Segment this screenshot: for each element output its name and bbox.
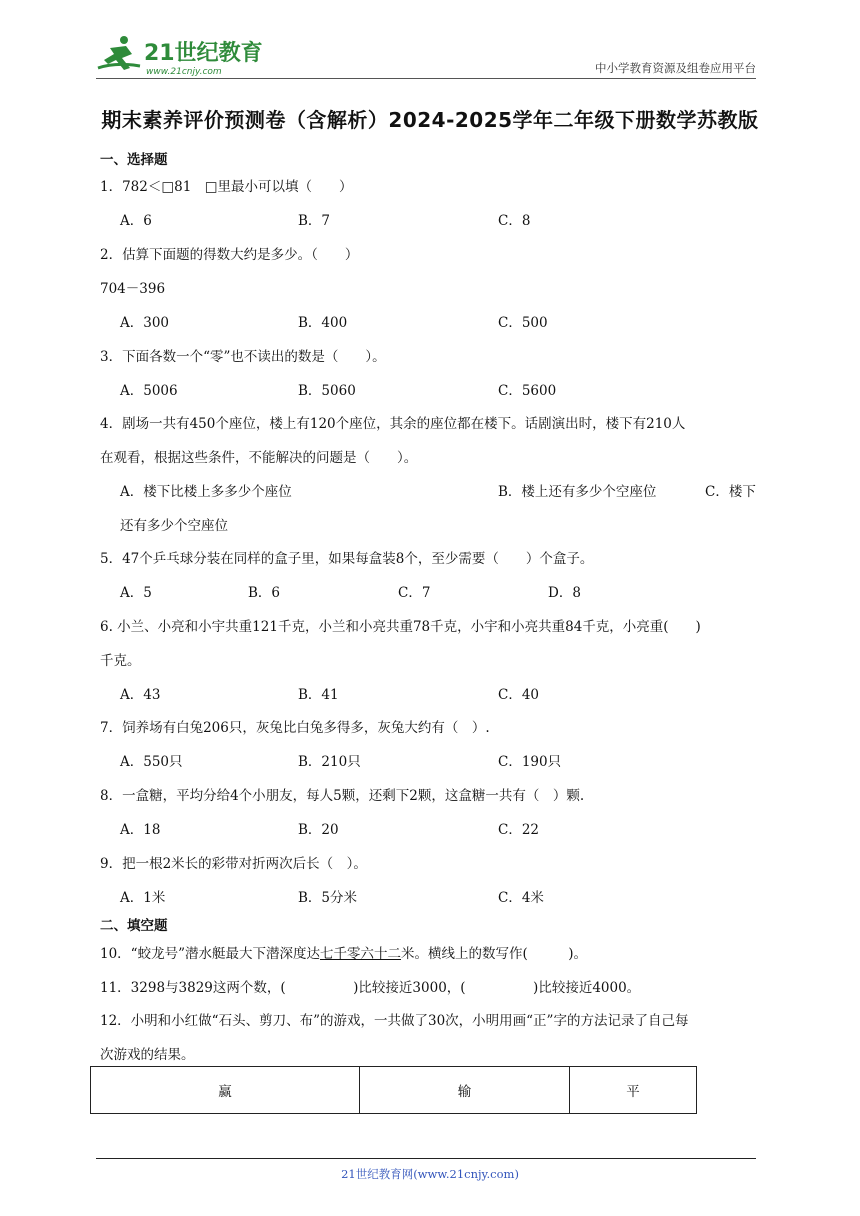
q3-option-c: C．5600 <box>498 383 557 399</box>
table-header-draw: 平 <box>570 1067 697 1114</box>
question-2-expression: 704－396 <box>100 281 166 297</box>
q7-option-b: B．210只 <box>298 754 361 770</box>
question-10-pre: 10．“蛟龙号”潜水艇最大下潜深度达 <box>100 946 320 962</box>
q8-option-a: A．18 <box>120 822 161 838</box>
q4-option-c-continued: 还有多少个空座位 <box>120 518 228 534</box>
question-3: 3．下面各数一个“零”也不读出的数是（ ）。 <box>100 349 386 365</box>
question-9: 9．把一根2米长的彩带对折两次后长（ ）。 <box>100 856 367 872</box>
question-7: 7．饲养场有白兔206只，灰兔比白兔多得多，灰兔大约有（ ）. <box>100 720 490 736</box>
q8-option-c: C．22 <box>498 822 540 838</box>
q4-option-a: A．楼下比楼上多多少个座位 <box>120 484 292 500</box>
q4-option-b: B．楼上还有多少个空座位 <box>498 484 657 500</box>
q3-option-b: B．5060 <box>298 383 356 399</box>
q7-option-a: A．550只 <box>120 754 183 770</box>
table-row <box>91 1067 697 1114</box>
logo-21cnjy <box>96 34 266 78</box>
tally-table <box>90 1066 697 1114</box>
q7-option-c: C．190只 <box>498 754 562 770</box>
q2-option-a: A．300 <box>120 315 170 331</box>
table-header-win: 赢 <box>91 1067 360 1114</box>
q1-option-c: C．8 <box>498 213 531 229</box>
q9-option-c: C．4米 <box>498 890 544 906</box>
question-2: 2．估算下面题的得数大约是多少。（ ） <box>100 247 359 263</box>
q1-option-b: B．7 <box>298 213 331 229</box>
svg-text:www.21cnjy.com: www.21cnjy.com <box>146 67 222 77</box>
q3-option-a: A．5006 <box>120 383 178 399</box>
q6-option-c: C．40 <box>498 687 540 703</box>
q6-option-b: B．41 <box>298 687 339 703</box>
page-header <box>96 30 756 80</box>
footer-site-link[interactable]: 21世纪教育网(www.21cnjy.com) <box>341 1167 519 1181</box>
svg-text:21世纪教育: 21世纪教育 <box>144 41 263 66</box>
q1-option-a: A．6 <box>120 213 152 229</box>
footer-divider <box>96 1158 756 1159</box>
question-8: 8．一盒糖，平均分给4个小朋友，每人5颗，还剩下2颗，这盒糖一共有（ ）颗. <box>100 788 585 804</box>
header-divider <box>96 78 756 79</box>
q5-option-c: C．7 <box>398 585 431 601</box>
q5-option-d: D．8 <box>548 585 581 601</box>
question-10-underlined: 七千零六十二 <box>319 946 401 962</box>
q2-option-b: B．400 <box>298 315 348 331</box>
section-heading-fill-blank: 二、填空题 <box>100 918 168 934</box>
question-1: 1．782＜□81 □里最小可以填（ ） <box>100 179 353 195</box>
question-10 <box>100 942 587 962</box>
question-10-post: 米。横线上的数写作( )。 <box>400 946 588 962</box>
q8-option-b: B．20 <box>298 822 339 838</box>
question-12-line-1: 12．小明和小红做“石头、剪刀、布”的游戏，一共做了30次，小明用画“正”字的方法记录了自己每 <box>100 1013 689 1029</box>
section-heading-choice: 一、选择题 <box>100 152 168 168</box>
q6-option-a: A．43 <box>120 687 161 703</box>
q9-option-b: B．5分米 <box>298 890 358 906</box>
table-header-lose: 输 <box>360 1067 570 1114</box>
q9-option-a: A．1米 <box>120 890 166 906</box>
question-11: 11．3298与3829这两个数，( )比较接近3000，( )比较接近4000。 <box>100 980 641 996</box>
question-6-line-2: 千克。 <box>100 653 141 669</box>
question-5: 5．47个乒乓球分装在同样的盒子里，如果每盒装8个，至少需要（ ）个盒子。 <box>100 551 594 567</box>
question-6-line-1: 6. 小兰、小亮和小宇共重121千克，小兰和小亮共重78千克，小宇和小亮共重84千克，小亮重( ) <box>100 619 701 635</box>
q5-option-a: A．5 <box>120 585 152 601</box>
q5-option-b: B．6 <box>248 585 281 601</box>
q2-option-c: C．500 <box>498 315 548 331</box>
question-12-line-2: 次游戏的结果。 <box>100 1047 195 1063</box>
site-tagline: 中小学教育资源及组卷应用平台 <box>595 61 756 75</box>
document-title: 期末素养评价预测卷（含解析）2024-2025学年二年级下册数学苏教版 <box>101 108 759 132</box>
q4-option-c: C．楼下 <box>705 484 756 500</box>
question-4-line-2: 在观看，根据这些条件，不能解决的问题是（ ）。 <box>100 450 418 466</box>
question-4-line-1: 4．剧场一共有450个座位，楼上有120个座位，其余的座位都在楼下。话剧演出时，楼下有210人 <box>100 416 686 432</box>
